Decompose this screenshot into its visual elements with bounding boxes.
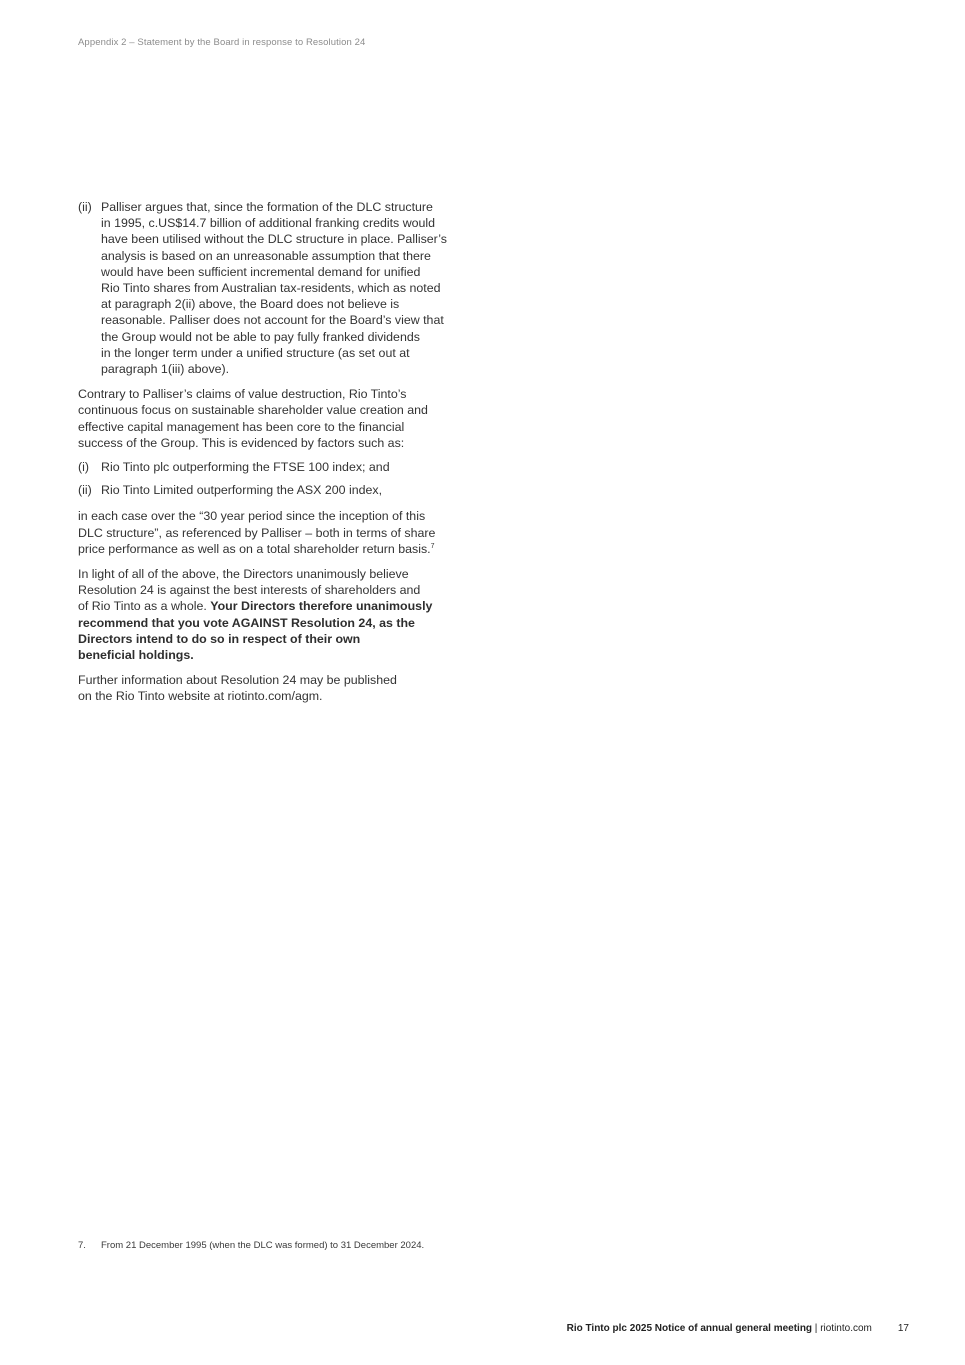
footer-separator: |	[812, 1323, 821, 1334]
page-footer	[567, 1323, 909, 1334]
text-line: continuous focus on sustainable shareholder value creation and	[78, 403, 428, 418]
list-text	[101, 199, 473, 377]
footnote-text: From 21 December 1995 (when the DLC was formed) to 31 December 2024.	[101, 1240, 425, 1251]
text-line: effective capital management has been core to the financial	[78, 419, 405, 434]
paragraph-in-light	[78, 566, 473, 663]
recommendation-bold: Your Directors therefore unanimously	[210, 599, 433, 614]
text-line: in 1995, c.US$14.7 billion of additional franking credits would	[101, 216, 436, 231]
text-line: paragraph 1(iii) above).	[101, 362, 230, 377]
text-line: Rio Tinto shares from Australian tax-residents, which as noted	[101, 281, 441, 296]
list-item-i-ftse	[78, 459, 473, 475]
text-line: in the longer term under a unified structure (as set out at	[101, 345, 410, 360]
text-line: in each case over the “30 year period since the inception of this	[78, 509, 426, 524]
recommendation-bold: recommend that you vote AGAINST Resolution 24, as the	[78, 615, 415, 630]
text-line: Contrary to Palliser’s claims of value destruction, Rio Tinto’s	[78, 387, 407, 402]
body-content	[78, 199, 473, 705]
footnote-reference: 7	[430, 542, 435, 550]
text-line: Palliser argues that, since the formation of the DLC structure	[101, 200, 433, 214]
list-number: (i)	[78, 460, 90, 475]
page-number: 17	[897, 1323, 909, 1334]
text-line: Resolution 24 is against the best interests of shareholders and	[78, 583, 421, 598]
recommendation-bold: beneficial holdings.	[78, 648, 194, 663]
footer-site: riotinto.com	[820, 1323, 872, 1334]
list-text: Rio Tinto Limited outperforming the ASX 200 index,	[101, 483, 383, 498]
list-text: Rio Tinto plc outperforming the FTSE 100 index; and	[101, 460, 390, 475]
paragraph-contrary	[78, 386, 473, 451]
footnote	[78, 1240, 578, 1251]
recommendation-bold: Directors intend to do so in respect of their own	[78, 631, 361, 646]
text-line: DLC structure”, as referenced by Palliser – both in terms of share	[78, 525, 436, 540]
text-line: In light of all of the above, the Directors unanimously believe	[78, 567, 409, 582]
list-number: (ii)	[78, 483, 92, 498]
text-line: success of the Group. This is evidenced by factors such as:	[78, 435, 405, 450]
list-number: (ii)	[78, 200, 92, 214]
text-line: on the Rio Tinto website at riotinto.com/agm.	[78, 689, 323, 704]
list-item-ii-asx	[78, 482, 473, 498]
text-line: at paragraph 2(ii) above, the Board does not believe is	[101, 297, 400, 312]
paragraph-further-info	[78, 672, 473, 704]
text-line: would have been sufficient incremental demand for unified	[101, 264, 421, 279]
running-head: Appendix 2 – Statement by the Board in response to Resolution 24	[78, 37, 366, 48]
text-line: analysis is based on an unreasonable assumption that there	[101, 248, 431, 263]
paragraph-each-case	[78, 508, 473, 557]
text-line: reasonable. Palliser does not account for the Board’s view that	[101, 313, 444, 328]
footnote-number: 7.	[78, 1240, 86, 1251]
footer-title: Rio Tinto plc 2025 Notice of annual general meeting	[566, 1323, 813, 1334]
text-line: Further information about Resolution 24 may be published	[78, 673, 397, 688]
text-line: of Rio Tinto as a whole.	[78, 599, 207, 614]
list-item-ii-palliser-argues	[78, 199, 473, 377]
text-line: the Group would not be able to pay fully franked dividends	[101, 329, 420, 344]
text-line: price performance as well as on a total shareholder return basis.	[78, 541, 431, 556]
text-line: have been utilised without the DLC structure in place. Palliser’s	[101, 232, 447, 247]
